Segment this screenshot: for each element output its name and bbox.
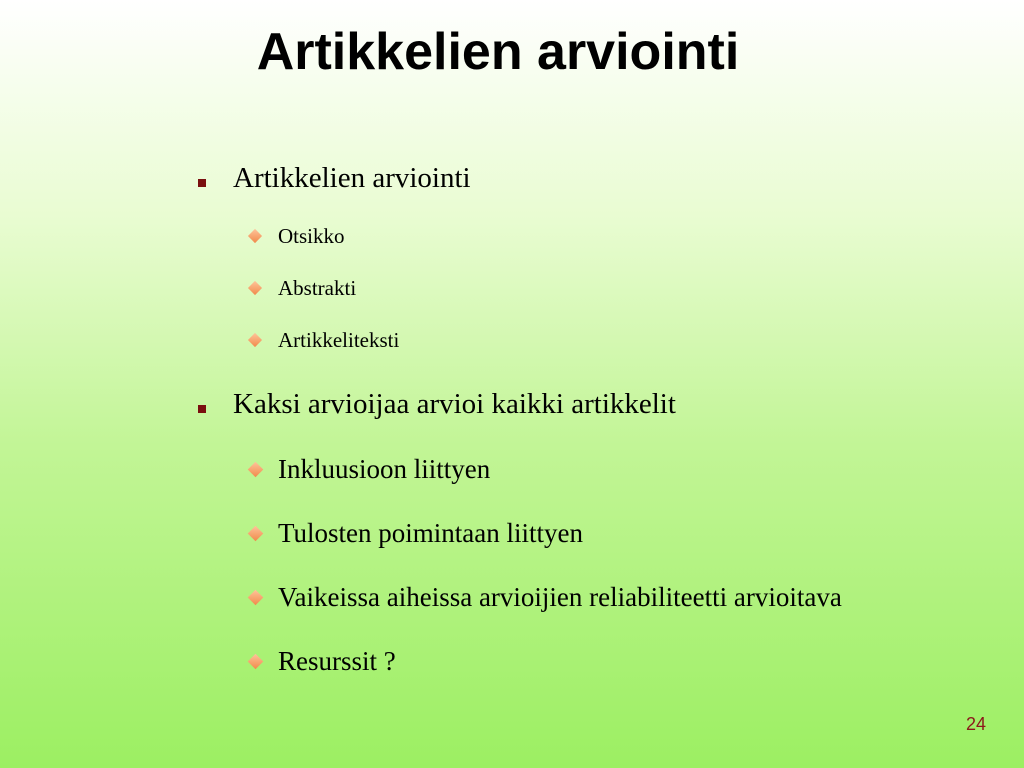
sub-bullet-2-2: Tulosten poimintaan liittyen [278,518,584,548]
sub-bullet-2-3: Vaikeissa aiheissa arvioijien reliabiliteetti arvioitava [278,582,842,612]
sub-bullet-1-2: Abstrakti [278,276,357,300]
sub-bullet-1-3: Artikkeliteksti [278,328,400,352]
sub-bullet-2-1: Inkluusioon liittyen [278,454,491,484]
slide-title [0,18,1024,86]
slide-title-text: Artikkelien arviointi [256,23,740,81]
diamond-bullet-icon [248,654,264,670]
diamond-bullet-icon [248,333,262,347]
sub-bullet-1-1: Otsikko [278,224,345,248]
square-bullet-icon [198,405,206,413]
diamond-bullet-icon [248,229,262,243]
diamond-bullet-icon [248,462,264,478]
bullet-1-text: Artikkelien arviointi [233,162,471,194]
square-bullet-icon [198,179,206,187]
diamond-bullet-icon [248,281,262,295]
sub-bullet-2-4: Resurssit ? [278,646,396,676]
diamond-bullet-icon [248,590,264,606]
page-number: 24 [965,714,986,734]
diamond-bullet-icon [248,526,264,542]
bullet-2-text: Kaksi arvioijaa arvioi kaikki artikkelit [233,388,676,420]
